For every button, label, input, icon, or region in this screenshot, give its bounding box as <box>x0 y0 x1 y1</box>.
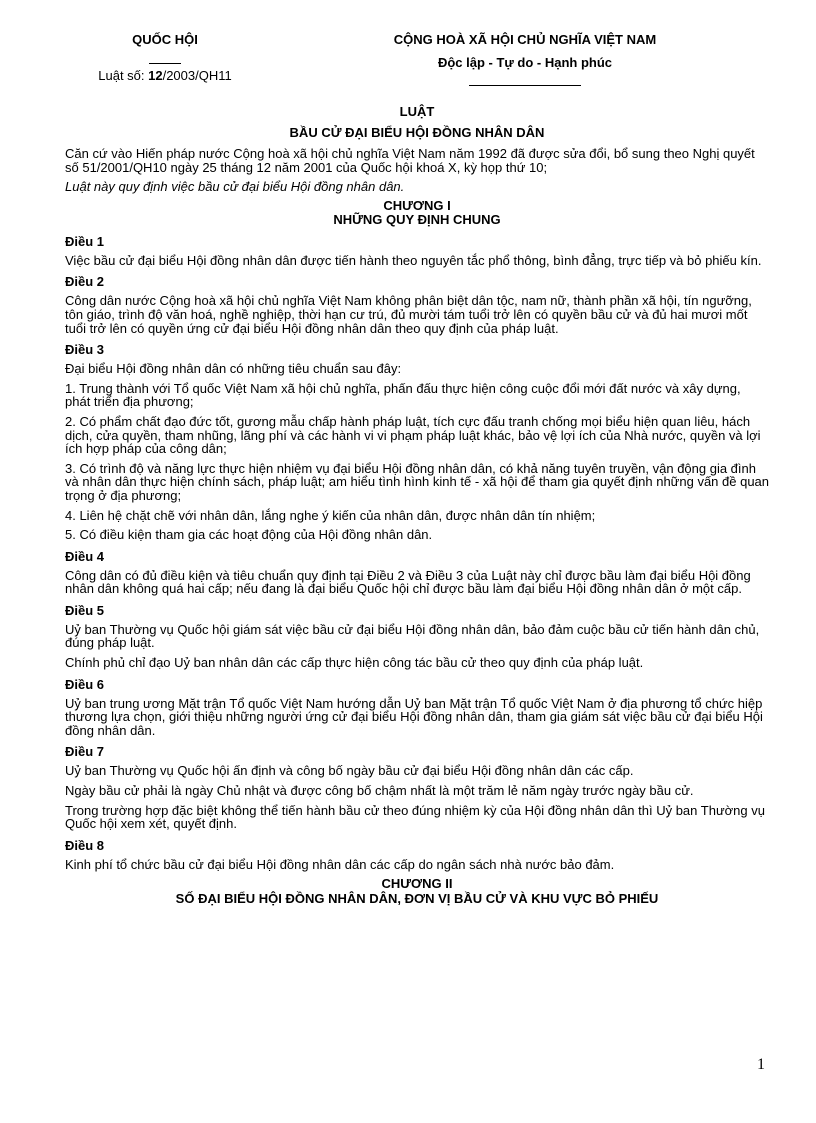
national-motto: Độc lập - Tự do - Hạnh phúc <box>437 55 613 70</box>
article-4-text: Công dân có đủ điều kiện và tiêu chuẩn quy định tại Điều 2 và Điều 3 của Luật này chỉ được bầu làm đại biểu Hội đồng nhân dân không quá hai cấp; nếu đang là đại biểu Quốc hội chỉ được bầu làm đại biểu Hội đồng nhân dân ở một cấp. <box>65 567 751 597</box>
chapter-1-number: CHƯƠNG I <box>383 197 451 213</box>
article-1-text: Việc bầu cử đại biểu Hội đồng nhân dân được tiến hành theo nguyên tắc phổ thông, bình đẳng, trực tiếp và bỏ phiếu kín. <box>65 252 762 268</box>
article-3-heading: Điều 3 <box>65 342 105 358</box>
chapter-2-name: SỐ ĐẠI BIỂU HỘI ĐỒNG NHÂN DÂN, ĐƠN VỊ BẦU CỬ VÀ KHU VỰC BỎ PHIẾU <box>175 891 659 907</box>
article-8-heading: Điều 8 <box>65 837 105 853</box>
article-5-text-1: Uỷ ban Thường vụ Quốc hội giám sát việc bầu cử đại biểu Hội đồng nhân dân, bảo đảm cuộc bầu cử tiến hành dân chủ, đúng pháp luật. <box>65 621 760 651</box>
article-3-item-5: 5. Có điều kiện tham gia các hoạt động của Hội đồng nhân dân. <box>65 527 433 543</box>
country-name: CỘNG HOÀ XÃ HỘI CHỦ NGHĨA VIỆT NAM <box>393 32 657 47</box>
law-number-prefix: Luật số: <box>98 68 149 83</box>
article-3-item-2: 2. Có phẩm chất đạo đức tốt, gương mẫu chấp hành pháp luật, tích cực đấu tranh chống mọi biểu hiện quan liêu, hách dịch, cửa quyền, tham nhũng, lãng phí và các hành vi vi phạm pháp luật khác, bảo vệ lợi ích của Nhà nước, quyền và lợi ích hợp pháp của công dân; <box>65 413 761 457</box>
article-6-heading: Điều 6 <box>65 676 105 692</box>
article-1-heading: Điều 1 <box>65 233 105 249</box>
issuer-name: QUỐC HỘI <box>132 32 198 47</box>
page-number: 1 <box>757 1056 765 1073</box>
issuer-underline <box>149 63 181 64</box>
national-title-block <box>340 31 710 86</box>
article-5-heading: Điều 5 <box>65 602 105 618</box>
law-number <box>60 68 270 84</box>
article-7-heading: Điều 7 <box>65 744 105 760</box>
article-6-text: Uỷ ban trung ương Mặt trận Tổ quốc Việt Nam hướng dẫn Uỷ ban Mặt trận Tổ quốc Việt Nam ở địa phương tổ chức hiệp thương lựa chọn, giới thiệu những người ứng cử đại biểu Hội đồng nhân dân, tham gia giám sát việc bầu cử đại biểu Hội đồng nhân dân. <box>65 695 763 738</box>
preamble-scope: Luật này quy định việc bầu cử đại biểu Hội đồng nhân dân. <box>65 179 405 195</box>
document-body <box>65 104 769 906</box>
law-number-bold: 12 <box>148 68 163 83</box>
law-subtitle: BẦU CỬ ĐẠI BIỂU HỘI ĐỒNG NHÂN DÂN <box>289 125 545 140</box>
article-5-text-2: Chính phủ chỉ đạo Uỷ ban nhân dân các cấp thực hiện công tác bầu cử theo quy định của pháp luật. <box>65 655 644 671</box>
chapter-2-number: CHƯƠNG II <box>381 876 453 892</box>
article-2-heading: Điều 2 <box>65 274 105 290</box>
article-3-item-1: 1. Trung thành với Tổ quốc Việt Nam xã hội chủ nghĩa, phấn đấu thực hiện công cuộc đổi mới đất nước và xây dựng, phát triển địa phương; <box>65 380 741 410</box>
law-number-suffix: /2003/QH11 <box>162 68 232 83</box>
article-7-text-2: Ngày bầu cử phải là ngày Chủ nhật và được công bố chậm nhất là một trăm lẻ năm ngày trước ngày bầu cử. <box>65 783 694 799</box>
article-3-item-3: 3. Có trình độ và năng lực thực hiện nhiệm vụ đại biểu Hội đồng nhân dân, có khả năng tuyên truyền, vận động gia đình và nhân dân thực hiện chính sách, pháp luật; am hiểu tình hình kinh tế - xã hội để tham gia quyết định những vấn đề quan trọng ở địa phương; <box>65 460 770 503</box>
article-7-text-1: Uỷ ban Thường vụ Quốc hội ấn định và công bố ngày bầu cử đại biểu Hội đồng nhân dân các cấp. <box>65 763 634 779</box>
article-3-item-4: 4. Liên hệ chặt chẽ với nhân dân, lắng nghe ý kiến của nhân dân, được nhân dân tín nhiệm; <box>65 507 596 523</box>
motto-underline <box>469 85 581 86</box>
article-7-text-3: Trong trường hợp đặc biệt không thể tiến hành bầu cử theo đúng nhiệm kỳ của Hội đồng nhân dân thì Uỷ ban Thường vụ Quốc hội xem xét, quyết định. <box>65 802 765 832</box>
article-3-intro: Đại biểu Hội đồng nhân dân có những tiêu chuẩn sau đây: <box>65 361 402 377</box>
article-2-text: Công dân nước Cộng hoà xã hội chủ nghĩa Việt Nam không phân biệt dân tộc, nam nữ, thành phần xã hội, tín ngưỡng, tôn giáo, trình độ văn hoá, nghề nghiệp, thời hạn cư trú, đủ mười tám tuổi trở lên có quyền bầu cử và đủ hai mươi mốt tuổi trở lên có quyền ứng cử đại biểu Hội đồng nhân dân theo quy định của pháp luật. <box>65 293 752 336</box>
issuer-block <box>60 31 270 84</box>
article-8-text: Kinh phí tổ chức bầu cử đại biểu Hội đồng nhân dân các cấp do ngân sách nhà nước bảo đảm. <box>65 856 615 872</box>
chapter-1-name: NHỮNG QUY ĐỊNH CHUNG <box>333 211 501 227</box>
article-4-heading: Điều 4 <box>65 548 105 564</box>
preamble-basis: Căn cứ vào Hiến pháp nước Cộng hoà xã hội chủ nghĩa Việt Nam năm 1992 đã được sửa đổi, bổ sung theo Nghị quyết số 51/2001/QH10 ngày 25 tháng 12 năm 2001 của Quốc hội khoá X, kỳ họp thứ 10; <box>65 146 755 175</box>
law-title: LUẬT <box>399 104 435 119</box>
